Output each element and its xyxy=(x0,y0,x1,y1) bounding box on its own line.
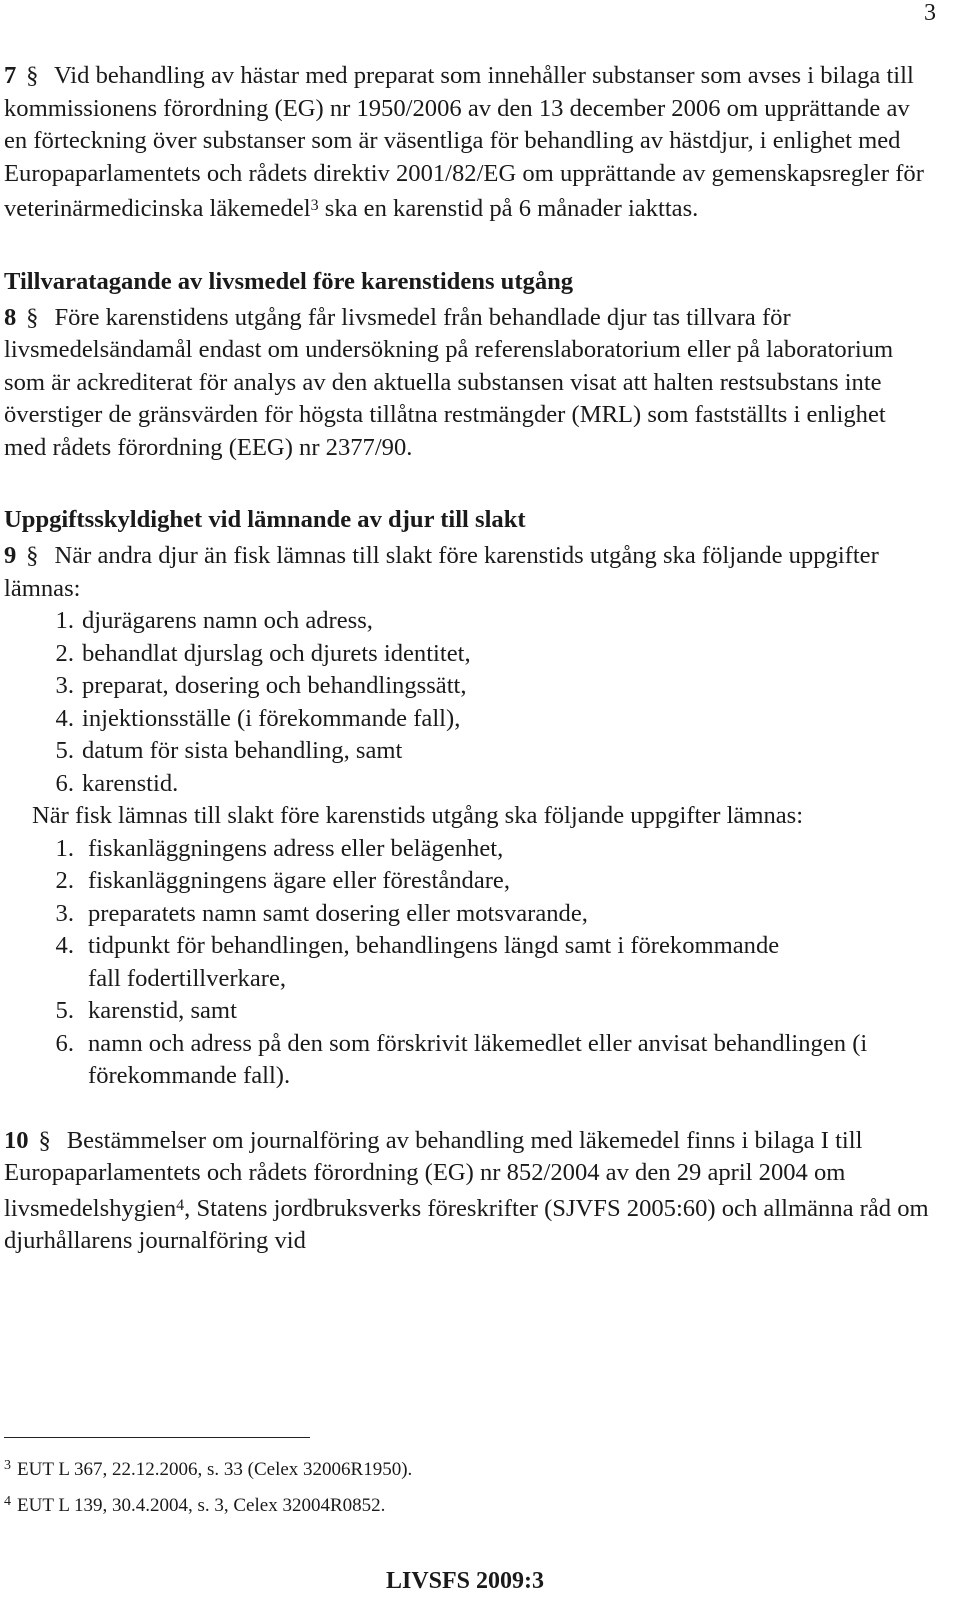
list-text: djurägarens namn och adress, xyxy=(82,607,373,634)
list-item xyxy=(4,865,934,898)
list-number: 2. xyxy=(55,867,74,894)
list-text: preparat, dosering och behandlingssätt, xyxy=(82,672,467,699)
list-item xyxy=(4,995,934,1028)
list-text: fiskanläggningens adress eller belägenhet, xyxy=(88,834,504,862)
list-item xyxy=(4,735,934,768)
document-footer: LIVSFS 2009:3 xyxy=(385,1568,545,1594)
paragraph-9 xyxy=(4,540,934,605)
footnotes xyxy=(4,1450,412,1522)
list-number: 4. xyxy=(55,704,74,732)
paragraph-10 xyxy=(4,1125,934,1258)
section-heading: Uppgiftsskyldighet vid lämnande av djur till slakt xyxy=(4,506,526,533)
paragraph-text: Före karenstidens utgång får livsmedel från behandlade djur tas tillvara för livsmedelsändamål endast om undersökning på referenslaboratorium eller på laboratorium som är ackrediterat för analys av den aktuella substansen visat att halten restsubstans inte överstiger de gränsvärden för högsta tillåtna restmängder (MRL) som fastställts i enlighet med rådets förordning (EEG) nr 2377/90. xyxy=(4,303,894,461)
list-number: 6. xyxy=(55,1029,74,1057)
section-heading: Tillvaratagande av livsmedel före karenstidens utgång xyxy=(4,267,574,295)
list-item xyxy=(4,898,934,931)
footnote-divider xyxy=(4,1437,310,1438)
list-item xyxy=(4,1028,934,1093)
list-item xyxy=(4,605,934,638)
list-item xyxy=(4,638,934,671)
section-sign: § xyxy=(26,303,39,331)
list-number: 1. xyxy=(55,834,74,862)
section-sign: § xyxy=(26,542,39,569)
list-text: preparatets namn samt dosering eller motsvarande, xyxy=(88,899,588,927)
footnote-number: 4 xyxy=(4,1494,11,1509)
section-sign: § xyxy=(38,1126,51,1154)
footnote-ref: 4 xyxy=(176,1196,185,1214)
list-number: 1. xyxy=(55,607,74,634)
list-number: 5. xyxy=(55,737,74,764)
paragraph-number: 7 xyxy=(4,62,17,89)
list-text: tidpunkt för behandlingen, behandlingens längd samt i förekommande fall fodertillverkare, xyxy=(88,932,780,992)
paragraph-text: När andra djur än fisk lämnas till slakt före karenstids utgång ska följande uppgifter lämnas: xyxy=(4,542,879,602)
paragraph-text: Vid behandling av hästar med preparat som innehåller substanser som avses i bilaga till kommissionens förordning (EG) nr 1950/2006 av den 13 december 2006 om upprättande av en förteckning över substanser som är väsentliga för behandling av hästdjur, i enlighet med Europaparlamentets och rådets direktiv 2001/82/EG om upprättande av gemenskapsregler för veterinärmedicinska läkemedel xyxy=(4,62,924,222)
paragraph-8 xyxy=(4,302,934,465)
list-item xyxy=(4,768,934,801)
paragraph-text-cont: , Statens jordbruksverks föreskrifter (SJVFS 2005:60) och allmänna råd om djurhållarens journalföring vid xyxy=(4,1194,929,1254)
list-number: 2. xyxy=(55,639,74,667)
list-text: injektionsställe (i förekommande fall), xyxy=(82,704,461,732)
paragraph-number: 8 xyxy=(4,303,17,331)
paragraph-number: 10 xyxy=(4,1126,29,1154)
footnote-text: EUT L 139, 30.4.2004, s. 3, Celex 32004R0852. xyxy=(17,1495,386,1516)
list-text: behandlat djurslag och djurets identitet, xyxy=(82,639,471,667)
paragraph-text-cont: ska en karenstid på 6 månader iakttas. xyxy=(318,195,699,222)
paragraph-7 xyxy=(4,60,934,226)
page-number: 3 xyxy=(924,0,936,26)
list-number: 3. xyxy=(55,899,74,927)
document-body xyxy=(4,60,934,1258)
footnote-number: 3 xyxy=(4,1458,11,1473)
section-sign: § xyxy=(26,62,39,89)
list-item xyxy=(4,930,934,995)
list-text: karenstid, samt xyxy=(88,997,237,1024)
list-text: fiskanläggningens ägare eller föreståndare, xyxy=(88,867,510,894)
paragraph-number: 9 xyxy=(4,542,17,569)
list-text: karenstid. xyxy=(82,769,179,797)
list-text: namn och adress på den som förskrivit läkemedlet eller anvisat behandlingen (i förekommande fall). xyxy=(88,1029,868,1089)
list-item xyxy=(4,670,934,703)
animal-info-list xyxy=(4,605,934,800)
list-number: 6. xyxy=(55,769,74,797)
list-number: 4. xyxy=(55,932,74,959)
paragraph-text: Bestämmelser om journalföring av behandling med läkemedel finns i bilaga I till Europaparlamentets och rådets förordning (EG) nr 852/2004 av den 29 april 2004 om livsmedelshygien xyxy=(4,1126,863,1222)
list-text: datum för sista behandling, samt xyxy=(82,737,403,764)
footnote-ref: 3 xyxy=(310,197,319,214)
fish-intro: När fisk lämnas till slakt före karenstids utgång ska följande uppgifter lämnas: xyxy=(32,802,804,829)
footnote-4 xyxy=(4,1486,412,1522)
list-number: 5. xyxy=(55,997,74,1024)
list-item xyxy=(4,703,934,736)
list-item xyxy=(4,833,934,866)
footnote-3 xyxy=(4,1450,412,1486)
fish-info-list xyxy=(4,833,934,1093)
list-number: 3. xyxy=(55,672,74,699)
footnote-text: EUT L 367, 22.12.2006, s. 33 (Celex 32006R1950). xyxy=(17,1459,413,1480)
